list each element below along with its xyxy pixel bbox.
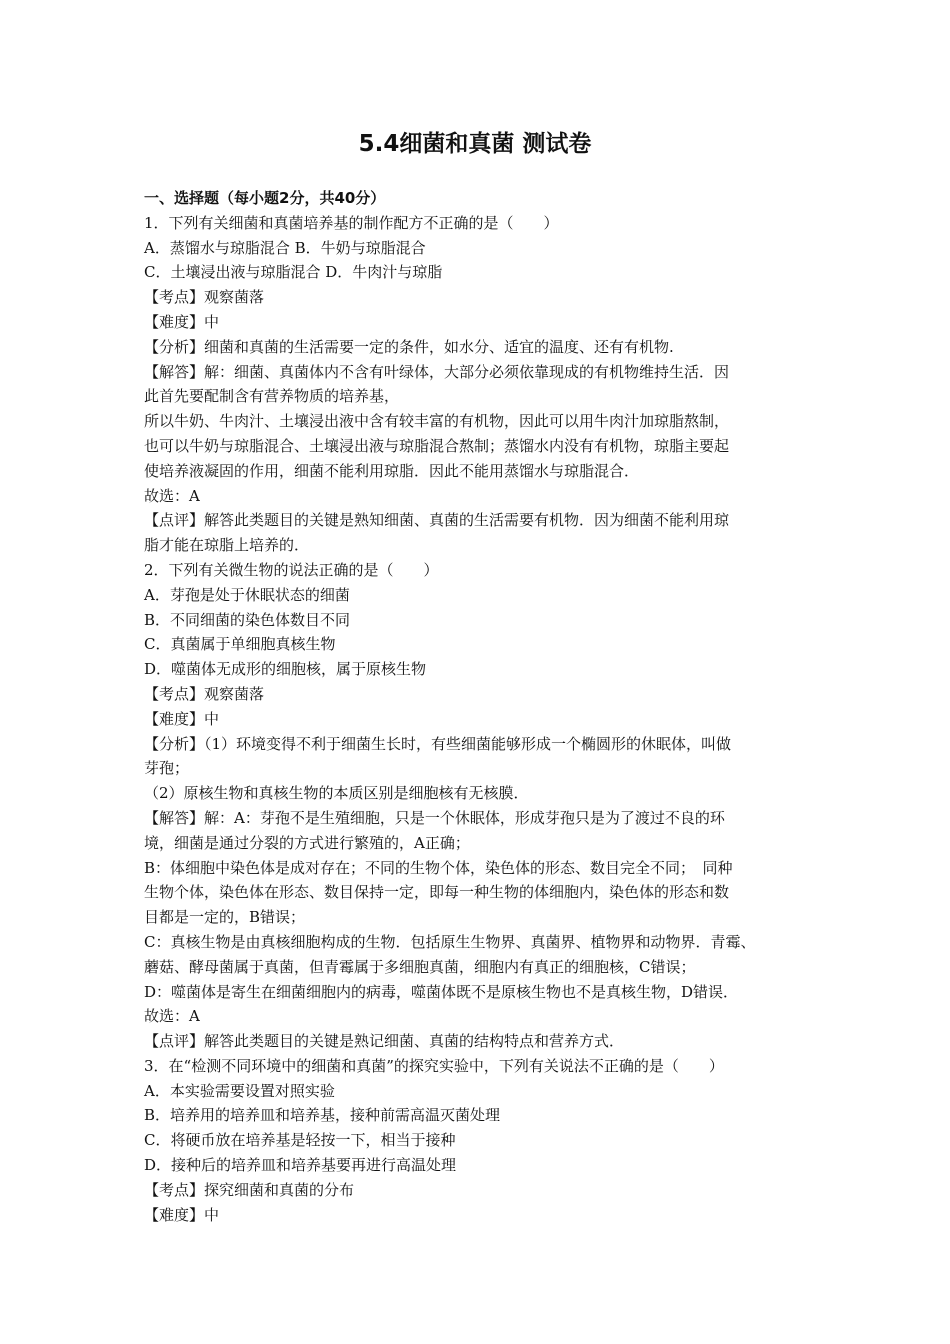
question-2-answer-line: C：真核生物是由真核细胞构成的生物．包括原生生物界、真菌界、植物界和动物界．青霉、 xyxy=(144,932,756,951)
question-1-options-cd: C．土壤浸出液与琼脂混合 D．牛肉汁与琼脂 xyxy=(144,263,443,282)
question-2-analysis: （2）原核生物和真核生物的本质区别是细胞核有无核膜． xyxy=(144,784,529,803)
question-3-topic: 【考点】探究细菌和真菌的分布 xyxy=(144,1180,355,1199)
question-1-topic: 【考点】观察菌落 xyxy=(144,288,265,307)
question-2-answer-line: D：噬菌体是寄生在细菌细胞内的病毒，噬菌体既不是原核生物也不是真核生物，D错误． xyxy=(144,982,739,1001)
question-2-choice: 故选：A xyxy=(144,1007,200,1026)
question-3-option-b: B．培养用的培养皿和培养基，接种前需高温灭菌处理 xyxy=(144,1106,501,1125)
question-2-answer-line: 【解答】解：A：芽孢不是生殖细胞，只是一个休眠体，形成芽孢只是为了渡过不良的环 xyxy=(144,808,725,827)
question-1-answer-line: 所以牛奶、牛肉汁、土壤浸出液中含有较丰富的有机物，因此可以用牛肉汁加琼脂熬制， xyxy=(144,412,730,431)
question-2-stem: 2．下列有关微生物的说法正确的是（ ） xyxy=(144,560,439,579)
question-1-comment: 【点评】解答此类题目的关键是熟知细菌、真菌的生活需要有机物．因为细菌不能利用琼 xyxy=(144,511,730,530)
question-1-analysis: 【分析】细菌和真菌的生活需要一定的条件，如水分、适宜的温度、还有有机物. xyxy=(144,337,674,356)
section-heading: 一、选择题（每小题2分，共40分） xyxy=(144,189,386,207)
question-1-answer-line: 此首先要配制含有营养物质的培养基， xyxy=(144,387,400,406)
question-2-comment: 【点评】解答此类题目的关键是熟记细菌、真菌的结构特点和营养方式． xyxy=(144,1032,625,1051)
question-2-analysis: 【分析】（1）环境变得不利于细菌生长时，有些细菌能够形成一个椭圆形的休眠体，叫做 xyxy=(144,734,732,753)
question-1-answer-line: 也可以牛奶与琼脂混合、土壤浸出液与琼脂混合熬制；蒸馏水内没有有机物，琼脂主要起 xyxy=(144,436,730,455)
document-body xyxy=(144,186,816,1227)
question-2-answer-line: B：体细胞中染色体是成对存在；不同的生物个体，染色体的形态、数目完全不同； 同种 xyxy=(144,858,733,877)
question-1-answer-line: 使培养液凝固的作用，细菌不能利用琼脂．因此不能用蒸馏水与琼脂混合． xyxy=(144,461,640,480)
question-2-answer-line: 蘑菇、酵母菌属于真菌，但青霉属于多细胞真菌，细胞内有真正的细胞核，C错误； xyxy=(144,957,696,976)
question-3-option-a: A．本实验需要设置对照实验 xyxy=(144,1081,335,1100)
question-2-analysis: 芽孢； xyxy=(144,759,190,778)
question-2-topic: 【考点】观察菌落 xyxy=(144,684,265,703)
question-1-choice: 故选：A xyxy=(144,486,200,505)
question-2-option-c: C．真菌属于单细胞真核生物 xyxy=(144,635,336,654)
question-2-option-d: D．噬菌体无成形的细胞核，属于原核生物 xyxy=(144,660,427,679)
question-2-option-a: A．芽孢是处于休眠状态的细菌 xyxy=(144,585,350,604)
question-1-answer-line: 【解答】解：细菌、真菌体内不含有叶绿体，大部分必须依靠现成的有机物维持生活．因 xyxy=(144,362,730,381)
question-2-answer-line: 目都是一定的，B错误； xyxy=(144,908,306,927)
question-1-difficulty: 【难度】中 xyxy=(144,312,220,331)
question-2-difficulty: 【难度】中 xyxy=(144,709,220,728)
question-1-options-ab: A．蒸馏水与琼脂混合 B．牛奶与琼脂混合 xyxy=(144,238,426,257)
question-3-option-c: C．将硬币放在培养基是轻按一下，相当于接种 xyxy=(144,1131,456,1150)
question-1-comment: 脂才能在琼脂上培养的． xyxy=(144,536,310,555)
question-3-stem: 3．在“检测不同环境中的细菌和真菌”的探究实验中，下列有关说法不正确的是（ ） xyxy=(144,1056,724,1075)
page-title: 5.4细菌和真菌 测试卷 xyxy=(358,131,592,157)
question-3-difficulty: 【难度】中 xyxy=(144,1205,220,1224)
question-1-stem: 1．下列有关细菌和真菌培养基的制作配方不正确的是（ ） xyxy=(144,213,559,232)
question-3-option-d: D．接种后的培养皿和培养基要再进行高温处理 xyxy=(144,1156,457,1175)
question-2-option-b: B．不同细菌的染色体数目不同 xyxy=(144,610,351,629)
question-2-answer-line: 生物个体，染色体在形态、数目保持一定，即每一种生物的体细胞内，染色体的形态和数 xyxy=(144,883,730,902)
question-2-answer-line: 境，细菌是通过分裂的方式进行繁殖的，A正确； xyxy=(144,833,470,852)
